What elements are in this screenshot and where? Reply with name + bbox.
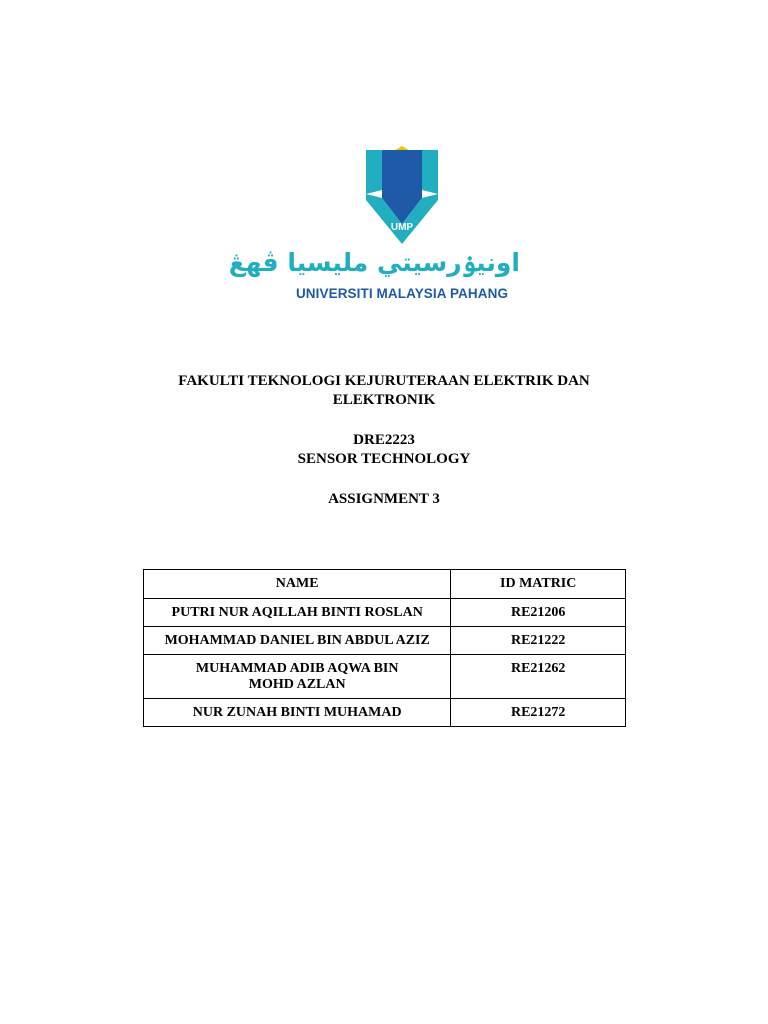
faculty-title-line1: FAKULTI TEKNOLOGI KEJURUTERAAN ELEKTRIK DAN [178, 373, 590, 389]
assignment-title: ASSIGNMENT 3 [328, 491, 440, 507]
member-id: RE21206 [451, 599, 626, 627]
table-header-row [144, 570, 626, 599]
table-row [144, 599, 626, 627]
header-name: NAME [144, 570, 451, 599]
ump-shield-icon [284, 138, 520, 248]
member-name: MUHAMMAD ADIB AQWA BIN MOHD AZLAN [144, 655, 451, 699]
faculty-title-line2: ELEKTRONIK [332, 392, 436, 408]
logo-badge-text: UMP [390, 222, 414, 233]
logo-university-name: UNIVERSITI MALAYSIA PAHANG [295, 286, 509, 301]
member-name: MOHAMMAD DANIEL BIN ABDUL AZIZ [144, 627, 451, 655]
member-name: PUTRI NUR AQILLAH BINTI ROSLAN [144, 599, 451, 627]
member-id: RE21222 [451, 627, 626, 655]
member-name: NUR ZUNAH BINTI MUHAMAD [144, 699, 451, 727]
header-id-matric: ID MATRIC [451, 570, 626, 599]
table-row [144, 655, 626, 699]
table-row [144, 627, 626, 655]
logo-arabic-text: اونيۏرسيتي مليسيا ڤهڠ [228, 248, 520, 277]
faculty-title [0, 372, 768, 410]
member-id: RE21262 [451, 655, 626, 699]
course-code: DRE2223 [353, 432, 415, 448]
course-name: SENSOR TECHNOLOGY [297, 451, 471, 467]
member-id: RE21272 [451, 699, 626, 727]
members-table [143, 569, 626, 727]
table-row [144, 699, 626, 727]
course-info [0, 431, 768, 469]
university-logo [228, 138, 520, 314]
